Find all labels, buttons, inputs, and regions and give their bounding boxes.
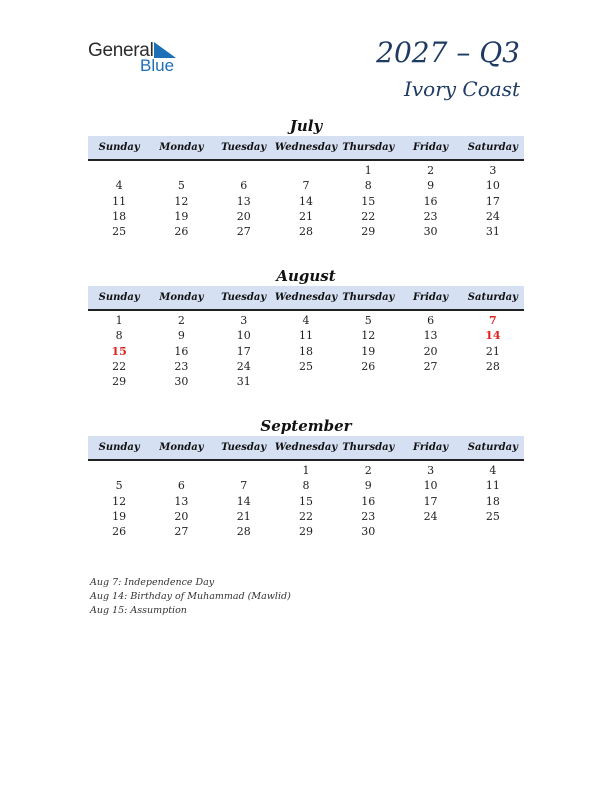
day-cell: 27: [236, 225, 251, 239]
day-cell: 27: [423, 359, 438, 373]
day-cell: 14: [236, 494, 251, 508]
day-cell: 28: [298, 225, 313, 239]
holiday-notes: [90, 576, 291, 618]
day-cell: 6: [177, 479, 185, 493]
empty-day-cell: [150, 463, 212, 478]
weekday-header: [88, 136, 524, 161]
day-cell: 21: [485, 344, 500, 358]
empty-day-cell: [399, 374, 461, 389]
day-cell: 12: [174, 194, 189, 208]
day-cell: 17: [236, 344, 251, 358]
day-cell: 15: [361, 194, 376, 208]
country-title: Ivory Coast: [403, 77, 520, 101]
empty-day-cell: [337, 374, 399, 389]
day-cell: 8: [115, 329, 123, 343]
day-cell: 31: [485, 225, 500, 239]
day-cell: 25: [485, 509, 500, 523]
day-grid: [88, 311, 524, 389]
weekday-label: Tuesday: [221, 142, 267, 153]
day-cell: 19: [361, 344, 376, 358]
day-cell: 20: [236, 209, 251, 223]
day-cell: 3: [489, 164, 497, 177]
month-name: August: [276, 267, 336, 285]
empty-day-cell: [275, 374, 337, 389]
day-cell: 31: [236, 375, 251, 389]
day-cell: 23: [423, 209, 438, 223]
month-name: September: [260, 417, 352, 435]
day-cell: 14: [485, 329, 501, 343]
day-cell: 12: [112, 494, 127, 508]
weekday-label: Saturday: [467, 142, 518, 153]
day-cell: 9: [177, 329, 185, 343]
day-cell: 18: [485, 494, 500, 508]
day-cell: 30: [361, 525, 376, 539]
day-cell: 3: [240, 314, 248, 327]
day-cell: 11: [485, 479, 500, 493]
day-cell: 26: [112, 525, 127, 539]
empty-day-cell: [462, 374, 524, 389]
day-cell: 8: [302, 479, 310, 493]
day-cell: 1: [302, 464, 310, 477]
day-cell: 10: [423, 479, 438, 493]
empty-day-cell: [213, 463, 275, 478]
weekday-label: Friday: [412, 442, 449, 453]
weekday-label: Monday: [159, 292, 204, 303]
day-grid: [88, 161, 524, 239]
day-cell: 23: [361, 509, 376, 523]
empty-day-cell: [88, 463, 150, 478]
day-cell: 13: [423, 329, 438, 343]
weekday-label: Monday: [159, 442, 204, 453]
day-cell: 5: [115, 479, 123, 493]
logo-text-general: General: [88, 40, 154, 61]
day-cell: 21: [236, 509, 251, 523]
day-cell: 3: [427, 464, 435, 477]
weekday-label: Thursday: [342, 142, 395, 153]
weekday-header: [88, 436, 524, 461]
day-cell: 5: [177, 179, 185, 193]
weekday-label: Monday: [159, 142, 204, 153]
day-cell: 2: [177, 314, 185, 327]
empty-day-cell: [275, 163, 337, 178]
day-cell: 4: [115, 179, 123, 193]
day-cell: 11: [112, 194, 127, 208]
day-cell: 24: [485, 209, 500, 223]
day-cell: 14: [298, 194, 313, 208]
weekday-label: Friday: [412, 292, 449, 303]
day-cell: 6: [427, 314, 435, 327]
day-cell: 26: [361, 359, 376, 373]
empty-day-cell: [462, 524, 524, 539]
day-cell: 2: [364, 464, 372, 477]
day-cell: 28: [485, 359, 500, 373]
day-cell: 28: [236, 525, 251, 539]
day-cell: 16: [423, 194, 438, 208]
month-july: [88, 116, 524, 239]
day-cell: 15: [298, 494, 313, 508]
day-cell: 10: [485, 179, 500, 193]
day-cell: 29: [298, 525, 313, 539]
weekday-label: Saturday: [467, 442, 518, 453]
holiday-note: Aug 15: Assumption: [90, 605, 187, 616]
quarter-title: 2027 – Q3: [376, 36, 520, 69]
day-cell: 6: [240, 179, 248, 193]
empty-day-cell: [213, 163, 275, 178]
weekday-label: Saturday: [467, 292, 518, 303]
day-cell: 2: [427, 164, 435, 177]
day-cell: 4: [302, 314, 310, 327]
day-cell: 29: [112, 375, 127, 389]
day-cell: 18: [298, 344, 313, 358]
day-cell: 17: [423, 494, 438, 508]
day-cell: 9: [427, 179, 435, 193]
month-august: [88, 266, 524, 389]
day-cell: 7: [240, 479, 248, 493]
weekday-header: [88, 286, 524, 311]
day-cell: 13: [236, 194, 251, 208]
day-cell: 5: [364, 314, 372, 327]
logo-text-blue: Blue: [140, 56, 175, 75]
day-cell: 24: [423, 509, 438, 523]
day-cell: 16: [174, 344, 189, 358]
day-cell: 30: [423, 225, 438, 239]
weekday-label: Tuesday: [221, 442, 267, 453]
holiday-note: Aug 14: Birthday of Muhammad (Mawlid): [90, 591, 291, 602]
empty-day-cell: [150, 163, 212, 178]
day-cell: 15: [111, 344, 127, 358]
day-cell: 13: [174, 494, 189, 508]
day-cell: 22: [298, 509, 313, 523]
day-cell: 7: [302, 179, 310, 193]
empty-day-cell: [399, 524, 461, 539]
day-cell: 25: [298, 359, 313, 373]
weekday-label: Thursday: [342, 442, 395, 453]
day-cell: 12: [361, 329, 376, 343]
day-cell: 20: [423, 344, 438, 358]
day-cell: 9: [364, 479, 372, 493]
day-cell: 30: [174, 375, 189, 389]
day-cell: 1: [364, 164, 372, 177]
day-cell: 22: [112, 359, 127, 373]
day-cell: 21: [298, 209, 313, 223]
day-cell: 23: [174, 359, 189, 373]
day-cell: 19: [174, 209, 189, 223]
day-cell: 19: [112, 509, 127, 523]
day-cell: 11: [298, 329, 313, 343]
day-grid: [88, 461, 524, 539]
day-cell: 16: [361, 494, 376, 508]
logo: [88, 40, 188, 76]
day-cell: 24: [236, 359, 251, 373]
empty-day-cell: [88, 163, 150, 178]
day-cell: 25: [112, 225, 127, 239]
weekday-label: Sunday: [98, 442, 140, 453]
day-cell: 7: [489, 314, 497, 327]
page-title: [376, 36, 520, 102]
holiday-note: Aug 7: Independence Day: [90, 577, 215, 588]
day-cell: 27: [174, 525, 189, 539]
day-cell: 4: [489, 464, 497, 477]
weekday-label: Wednesday: [274, 442, 338, 453]
weekday-label: Sunday: [98, 292, 140, 303]
day-cell: 29: [361, 225, 376, 239]
day-cell: 17: [485, 194, 500, 208]
weekday-label: Wednesday: [274, 292, 338, 303]
month-september: [88, 416, 524, 539]
weekday-label: Sunday: [98, 142, 140, 153]
day-cell: 22: [361, 209, 376, 223]
day-cell: 20: [174, 509, 189, 523]
day-cell: 18: [112, 209, 127, 223]
day-cell: 8: [364, 179, 372, 193]
weekday-label: Friday: [412, 142, 449, 153]
day-cell: 1: [115, 314, 123, 327]
weekday-label: Wednesday: [274, 142, 338, 153]
month-name: July: [289, 117, 323, 135]
weekday-label: Thursday: [342, 292, 395, 303]
day-cell: 10: [236, 329, 251, 343]
day-cell: 26: [174, 225, 189, 239]
weekday-label: Tuesday: [221, 292, 267, 303]
